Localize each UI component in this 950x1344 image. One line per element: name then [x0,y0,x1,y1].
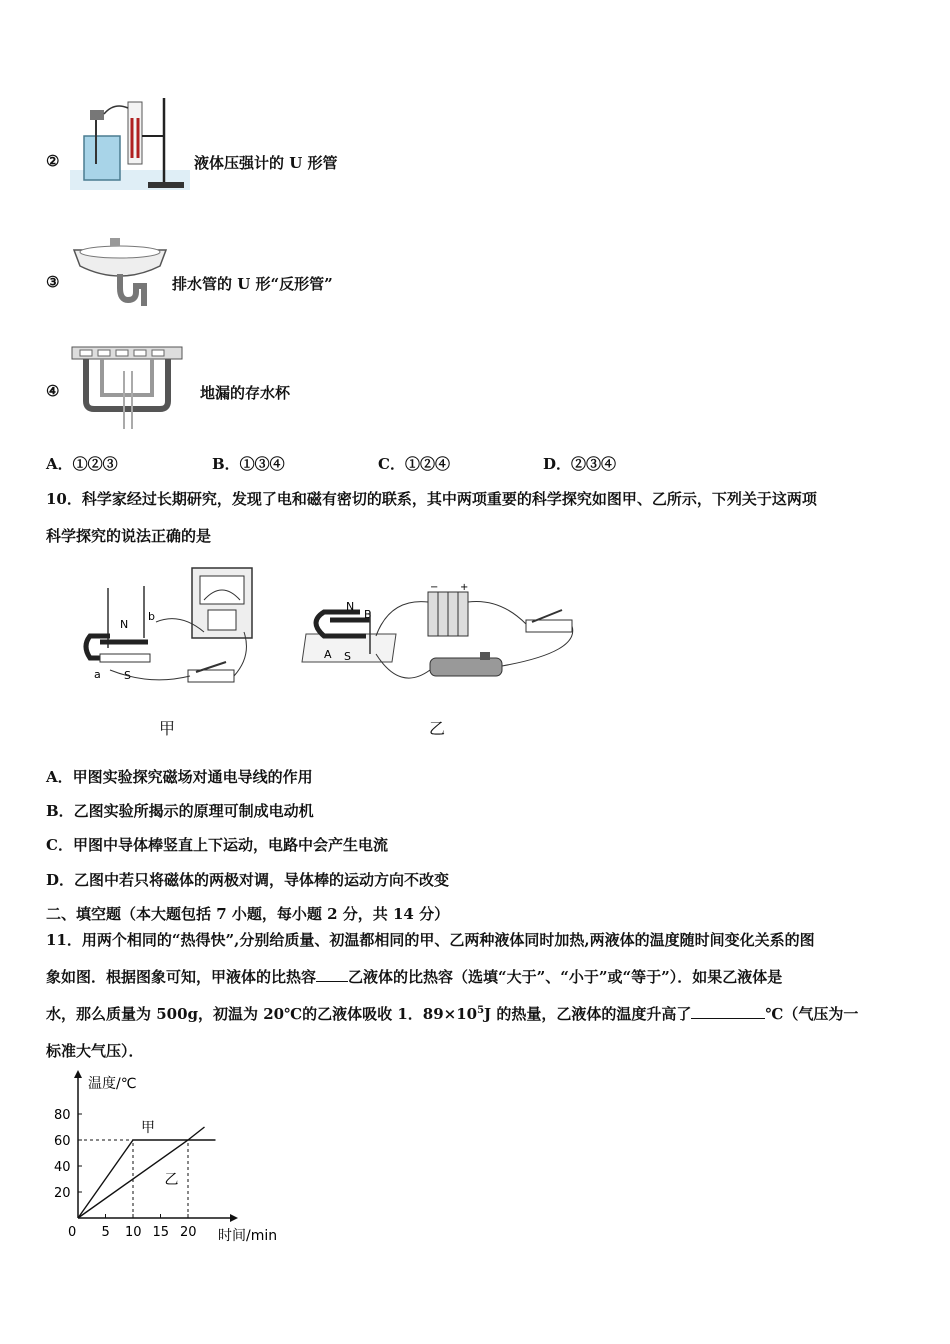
q10-option-d: D．乙图中若只将磁体的两极对调，导体棒的运动方向不改变 [46,871,450,889]
y-tick-label: 60 [54,1134,71,1149]
temperature-time-chart [40,1068,310,1248]
answer-blank-2[interactable] [691,1018,765,1019]
item-number-2: ② [46,152,60,170]
experiment-figure-yi [300,562,580,690]
series-label-yi: 乙 [164,1172,179,1189]
y-tick-label: 20 [54,1186,71,1201]
item-label-3: 排水管的 U 形“反形管” [172,275,333,293]
x-tick-label: 10 [125,1225,142,1240]
svg-text:a: a [94,668,101,681]
svg-text:b: b [148,610,155,623]
y-axis-arrow [74,1070,82,1078]
q9-option-c: C．①②④ [378,455,450,473]
y-tick-label: 40 [54,1160,71,1175]
exponent: 5 [477,1005,485,1016]
q11-line3-part2: J 的热量，乙液体的温度升高了 [484,1005,692,1023]
svg-text:S: S [124,669,131,682]
svg-text:N: N [346,600,355,613]
q11-line3-part3: ℃（气压为一 [765,1005,859,1023]
q10-option-b: B．乙图实验所揭示的原理可制成电动机 [46,802,314,820]
item-label-4: 地漏的存水杯 [200,384,291,402]
origin-tick-label: 0 [68,1225,77,1240]
q11-line2-part2: 乙液体的比热容（选填“大于”、“小于”或“等于”）．如果乙液体是 [348,968,783,986]
item-label-2: 液体压强计的 U 形管 [194,154,338,172]
q9-option-b: B．①③④ [212,455,285,473]
section-heading-fill-in: 二、填空题（本大题包括 7 小题，每小题 2 分，共 14 分） [46,905,450,923]
q11-line3-part1: 水，那么质量为 500g，初温为 20℃的乙液体吸收 1．89×10 [46,1005,478,1023]
fig-caption-yi: 乙 [429,719,446,738]
svg-text:B: B [364,608,372,621]
svg-text:A: A [324,648,332,661]
svg-text:N: N [120,618,129,631]
x-tick-label: 5 [101,1225,110,1240]
q10-stem-line1: 10．科学家经过长期研究，发现了电和磁有密切的联系，其中两项重要的科学探究如图甲、乙所示，下列关于这两项 [46,490,817,508]
svg-text:S: S [344,650,351,663]
q11-line2-part1: 象如图．根据图象可知，甲液体的比热容 [46,968,317,986]
svg-text:−: − [430,582,439,593]
drain-pipe-sink-figure [70,236,170,312]
floor-drain-figure [68,343,200,431]
q10-option-a: A．甲图实验探究磁场对通电导线的作用 [46,768,313,786]
q11-line2 [46,966,782,987]
svg-text:+: + [460,582,469,593]
item-number-3: ③ [46,273,60,291]
fig-caption-jia: 甲 [159,719,176,738]
x-tick-label: 15 [152,1225,170,1240]
q10-stem-line2: 科学探究的说法正确的是 [46,527,212,545]
answer-blank-1[interactable] [316,981,348,982]
liquid-pressure-gauge-figure [70,98,190,190]
q11-line3 [46,1003,858,1024]
experiment-figure-jia [80,566,255,690]
series-label-jia: 甲 [141,1120,155,1136]
y-tick-label: 80 [54,1108,71,1123]
item-number-4: ④ [46,382,60,400]
x-axis-label: 时间/min [218,1228,278,1244]
series-line-jia [78,1140,216,1218]
q10-option-c: C．甲图中导体棒竖直上下运动，电路中会产生电流 [46,836,388,854]
q11-line1: 11．用两个相同的“热得快”,分别给质量、初温都相同的甲、乙两种液体同时加热,两液体的温度随时间变化关系的图 [46,931,815,949]
y-axis-label: 温度/℃ [88,1076,137,1092]
x-tick-label: 20 [180,1225,197,1240]
q11-line4: 标准大气压）． [46,1042,144,1060]
q9-option-a: A．①②③ [46,455,118,473]
x-axis-arrow [230,1214,238,1222]
q9-option-d: D．②③④ [543,455,617,473]
